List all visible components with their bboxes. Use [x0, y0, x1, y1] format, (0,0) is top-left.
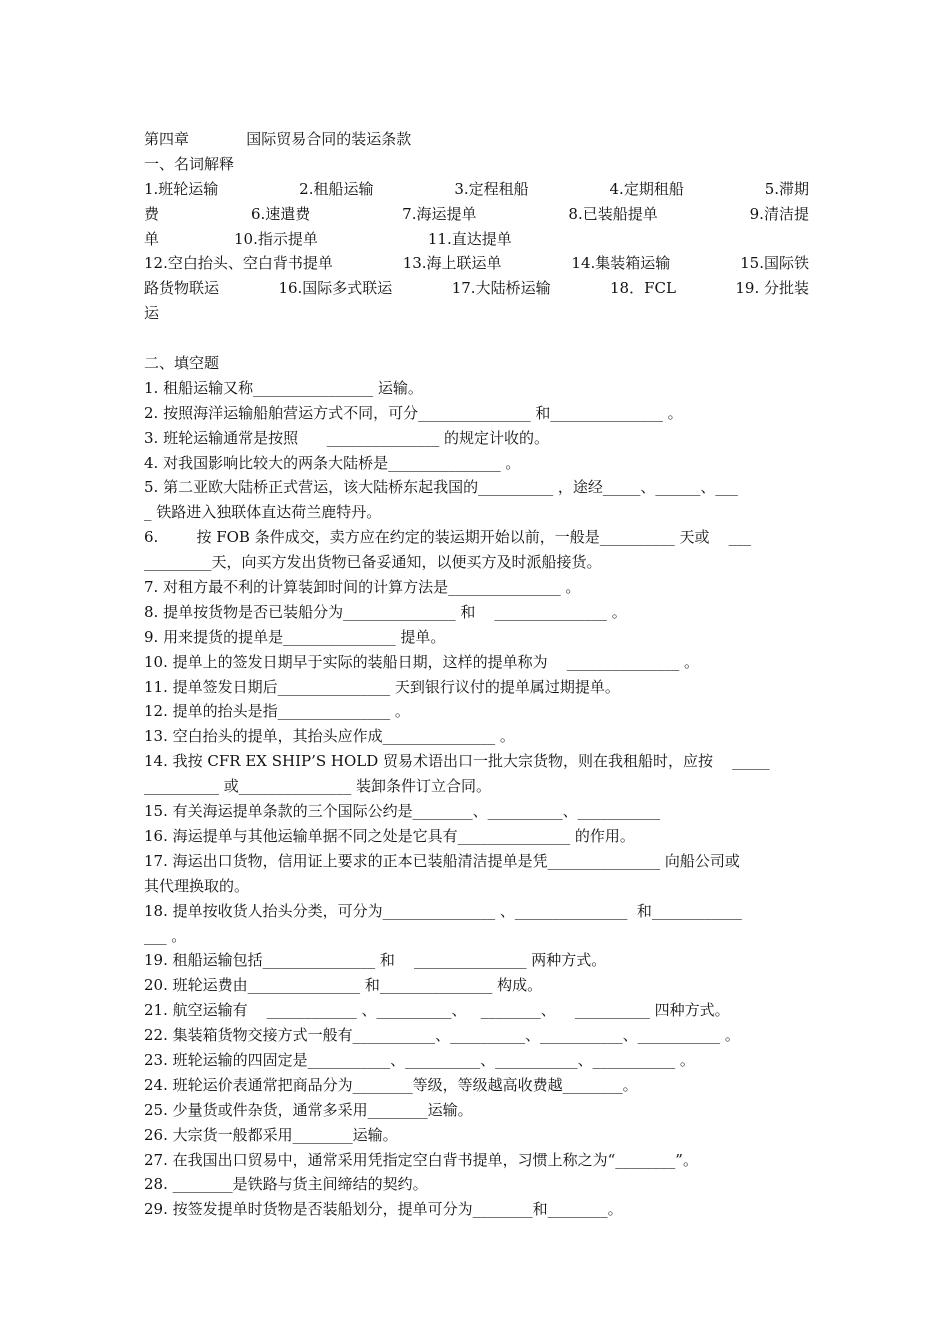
question-line: 9. 用来提货的提单是_______________ 提单。	[144, 627, 446, 646]
document-page	[144, 127, 809, 1222]
terms-line	[144, 202, 809, 227]
question-line: 8. 提单按货物是否已装船分为_______________ 和 _______________ 。	[144, 602, 627, 621]
question-line: 24. 班轮运价表通常把商品分为________等级，等级越高收费越________。	[144, 1075, 638, 1094]
question-line: 11. 提单签发日期后_______________ 天到银行议付的提单属过期提单。	[144, 677, 620, 696]
question-line: 28. ________是铁路与货主间缔结的契约。	[144, 1175, 428, 1194]
term: 6.速遣费	[250, 204, 311, 223]
question-line: 7. 对租方最不利的计算装卸时间的计算方法是_______________ 。	[144, 578, 581, 597]
term: 12.空白抬头、空白背书提单	[144, 254, 333, 273]
question-line: 27. 在我国出口贸易中，通常采用凭指定空白背书提单，习惯上称之为“________”。	[144, 1150, 698, 1169]
term: 13.海上联运单	[402, 254, 502, 273]
term: 费	[144, 204, 160, 223]
terms-line	[144, 251, 809, 276]
term: 19. 分批装	[735, 279, 809, 298]
question-line: 21. 航空运输有 ____________ 、__________、 ________、 __________ 四种方式。	[144, 1001, 730, 1020]
term: 2.租船运输	[299, 179, 374, 198]
question-line: 23. 班轮运输的四固定是___________、__________、___________、___________ 。	[144, 1050, 695, 1069]
question-line: ___ 。	[144, 926, 187, 945]
spacer	[144, 326, 809, 351]
question-line: 4. 对我国影响比较大的两条大陆桥是_______________ 。	[144, 453, 521, 472]
question-line: 10. 提单上的签发日期早于实际的装船日期，这样的提单称为 _______________ 。	[144, 652, 699, 671]
question-line: 16. 海运提单与其他运输单据不同之处是它具有_______________ 的作用。	[144, 826, 635, 845]
term: 16.国际多式联运	[278, 279, 393, 298]
section-title-terms: 一、名词解释	[144, 154, 235, 173]
question-line: _________天，向买方发出货物已备妥通知，以便买方及时派船接货。	[144, 553, 602, 572]
question-line: __________ 或_______________ 装卸条件订立合同。	[144, 777, 492, 796]
question-line: 26. 大宗货一般都采用________运输。	[144, 1125, 398, 1144]
terms-line	[144, 276, 809, 301]
question-line: 22. 集装箱货物交接方式一般有___________、__________、___________、___________ 。	[144, 1026, 740, 1045]
question-line: 其代理换取的。	[144, 876, 250, 895]
term: 18．FCL	[610, 279, 676, 298]
term: 运	[144, 304, 160, 323]
question-line: 14. 我按 CFR EX SHIP’S HOLD 贸易术语出口一批大宗货物，则在我租船时，应按 _____	[144, 752, 770, 771]
question-line: 19. 租船运输包括_______________ 和 _______________ 两种方式。	[144, 951, 607, 970]
term: 17.大陆桥运输	[451, 279, 551, 298]
question-line: 3. 班轮运输通常是按照 _______________ 的规定计收的。	[144, 428, 549, 447]
term: 14.集装箱运输	[571, 254, 671, 273]
term: 1.班轮运输	[144, 179, 219, 198]
question-line: 17. 海运出口货物，信用证上要求的正本已装船清洁提单是凭_______________ 向船公司或	[144, 851, 740, 870]
question-line: 1. 租船运输又称________________ 运输。	[144, 378, 423, 397]
term: 10.指示提单	[234, 229, 318, 248]
question-line: 6. 按 FOB 条件成交，卖方应在约定的装运期开始以前，一般是__________ 天或 ___	[144, 528, 752, 547]
question-line: 29. 按签发提单时货物是否装船划分，提单可分为________和________。	[144, 1200, 623, 1219]
question-line: _ 铁路进入独联体直达荷兰鹿特丹。	[144, 503, 382, 522]
question-line: 13. 空白抬头的提单，其抬头应作成_______________ 。	[144, 727, 515, 746]
term: 9.清洁提	[749, 204, 809, 223]
terms-line	[144, 177, 809, 202]
term: 路货物联运	[144, 279, 220, 298]
terms-line	[144, 301, 809, 326]
chapter-title: 第四章 国际贸易合同的装运条款	[144, 130, 412, 148]
term: 11.直达提单	[427, 229, 512, 248]
term: 7.海运提单	[402, 204, 477, 223]
question-line: 12. 提单的抬头是指_______________ 。	[144, 702, 410, 721]
term: 4.定期租船	[609, 179, 684, 198]
question-line: 2. 按照海洋运输船舶营运方式不同，可分_______________ 和_______________ 。	[144, 403, 683, 422]
question-list	[144, 376, 809, 1222]
terms-line	[144, 227, 809, 252]
term: 3.定程租船	[454, 179, 529, 198]
term: 8.已装船提单	[568, 204, 658, 223]
question-line: 15. 有关海运提单条款的三个国际公约是________、__________、___________	[144, 802, 661, 821]
question-line: 25. 少量货或件杂货，通常多采用________运输。	[144, 1100, 473, 1119]
term: 单	[144, 229, 160, 248]
question-line: 18. 提单按收货人抬头分类，可分为_______________ 、_______________ 和____________	[144, 901, 742, 920]
question-line: 20. 班轮运费由_______________ 和_______________ 构成。	[144, 976, 543, 995]
section-title-fill-in: 二、填空题	[144, 354, 220, 373]
term: 5.滞期	[764, 179, 809, 198]
term: 15.国际铁	[740, 254, 809, 273]
question-line: 5. 第二亚欧大陆桥正式营运，该大陆桥东起我国的__________ ，途经_____、______、___	[144, 478, 738, 497]
